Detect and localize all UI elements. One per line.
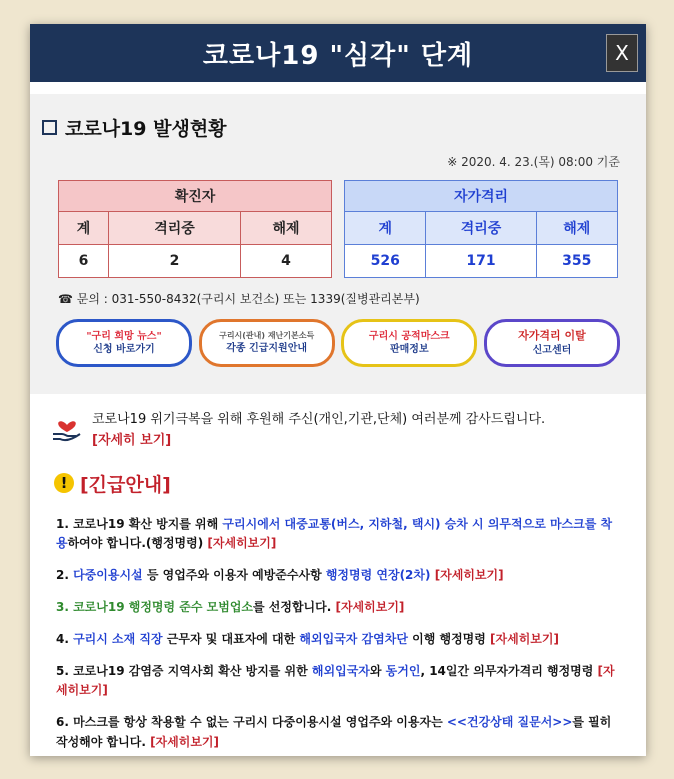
covid-popup bbox=[30, 24, 646, 756]
col-header: 계 bbox=[345, 212, 426, 245]
emergency-support-button[interactable]: 구리시(관내) 재난기본소득 각종 긴급지원안내 bbox=[199, 319, 335, 367]
quick-links bbox=[48, 319, 628, 367]
notice-item: 1. 코로나19 확산 방지를 위해 구리시에서 대중교통(버스, 지하철, 택시) 승차 시 의무적으로 마스크를 착용하여야 합니다.(행정명령) [자세히보기] bbox=[56, 516, 613, 551]
thanks-text: 코로나19 위기극복을 위해 후원해 주신(개인,기관,단체) 여러분께 감사드립니다. bbox=[92, 412, 546, 427]
status-section-title: 코로나19 발생현황 bbox=[42, 114, 628, 141]
exclamation-icon: ! bbox=[54, 473, 74, 493]
confirmed-table bbox=[58, 180, 332, 278]
quarantine-isolated: 171 bbox=[426, 245, 536, 278]
confirmed-header: 확진자 bbox=[59, 181, 332, 212]
col-header: 해제 bbox=[240, 212, 331, 245]
square-bullet-icon bbox=[42, 120, 57, 135]
notice-item: 3. 코로나19 행정명령 준수 모범업소를 선정합니다. [자세히보기] bbox=[56, 599, 405, 614]
notice-more-link[interactable]: [자세히보기] bbox=[434, 568, 504, 583]
thanks-more-link[interactable]: [자세히 보기] bbox=[92, 432, 172, 448]
heart-hand-icon bbox=[50, 410, 84, 444]
notice-item: 5. 코로나19 감염증 지역사회 확산 방지를 위한 해외입국자와 동거인, 14일간 의무자가격리 행정명령 [자세히보기] bbox=[56, 663, 615, 698]
notice-more-link[interactable]: [자세히보기] bbox=[335, 599, 405, 614]
status-tables bbox=[48, 180, 628, 278]
notice-item: 2. 다중이용시설 등 영업주와 이용자 예방준수사항 행정명령 연장(2차) [자세히보기] bbox=[56, 568, 504, 583]
col-header: 격리중 bbox=[109, 212, 241, 245]
self-quarantine-header: 자가격리 bbox=[345, 181, 618, 212]
confirmed-released: 4 bbox=[240, 245, 331, 278]
col-header: 계 bbox=[59, 212, 109, 245]
close-button[interactable]: X bbox=[606, 34, 638, 72]
notice-more-link[interactable]: [자세히보기] bbox=[150, 734, 219, 749]
status-section bbox=[30, 94, 646, 394]
popup-titlebar bbox=[30, 24, 646, 82]
urgent-title: [긴급안내] bbox=[80, 473, 171, 496]
urgent-header bbox=[30, 452, 646, 497]
confirmed-total: 6 bbox=[59, 245, 109, 278]
notice-more-link[interactable]: [자세히보기] bbox=[56, 663, 615, 698]
confirmed-isolated: 2 bbox=[109, 245, 241, 278]
quarantine-released: 355 bbox=[536, 245, 617, 278]
notice-more-link[interactable]: [자세히보기] bbox=[207, 536, 277, 551]
col-header: 격리중 bbox=[426, 212, 536, 245]
news-signup-button[interactable]: "구리 희망 뉴스" 신청 바로가기 bbox=[56, 319, 192, 367]
self-quarantine-table bbox=[344, 180, 618, 278]
public-mask-button[interactable]: 구리시 공적마스크 판매정보 bbox=[341, 319, 477, 367]
col-header: 해제 bbox=[536, 212, 617, 245]
notice-list bbox=[30, 497, 646, 753]
contact-info: ☎ 문의 : 031-550-8432(구리시 보건소) 또는 1339(질병관리본부) bbox=[58, 292, 420, 306]
thanks-section bbox=[30, 394, 646, 452]
popup-title: 코로나19 "심각" 단계 bbox=[202, 40, 474, 71]
notice-item: 6. 마스크를 항상 착용할 수 없는 구리시 다중이용시설 영업주와 이용자는 <<건강상태 질문서>>를 필히 작성해야 합니다. [자세히보기] bbox=[56, 715, 612, 749]
notice-item: 4. 구리시 소재 직장 근무자 및 대표자에 대한 해외입국자 감염차단 이행 행정명령 [자세히보기] bbox=[56, 631, 559, 646]
base-date: ※ 2020. 4. 23.(목) 08:00 기준 bbox=[447, 155, 620, 169]
notice-more-link[interactable]: [자세히보기] bbox=[490, 631, 559, 646]
quarantine-total: 526 bbox=[345, 245, 426, 278]
quarantine-report-button[interactable]: 자가격리 이탈 신고센터 bbox=[484, 319, 620, 367]
